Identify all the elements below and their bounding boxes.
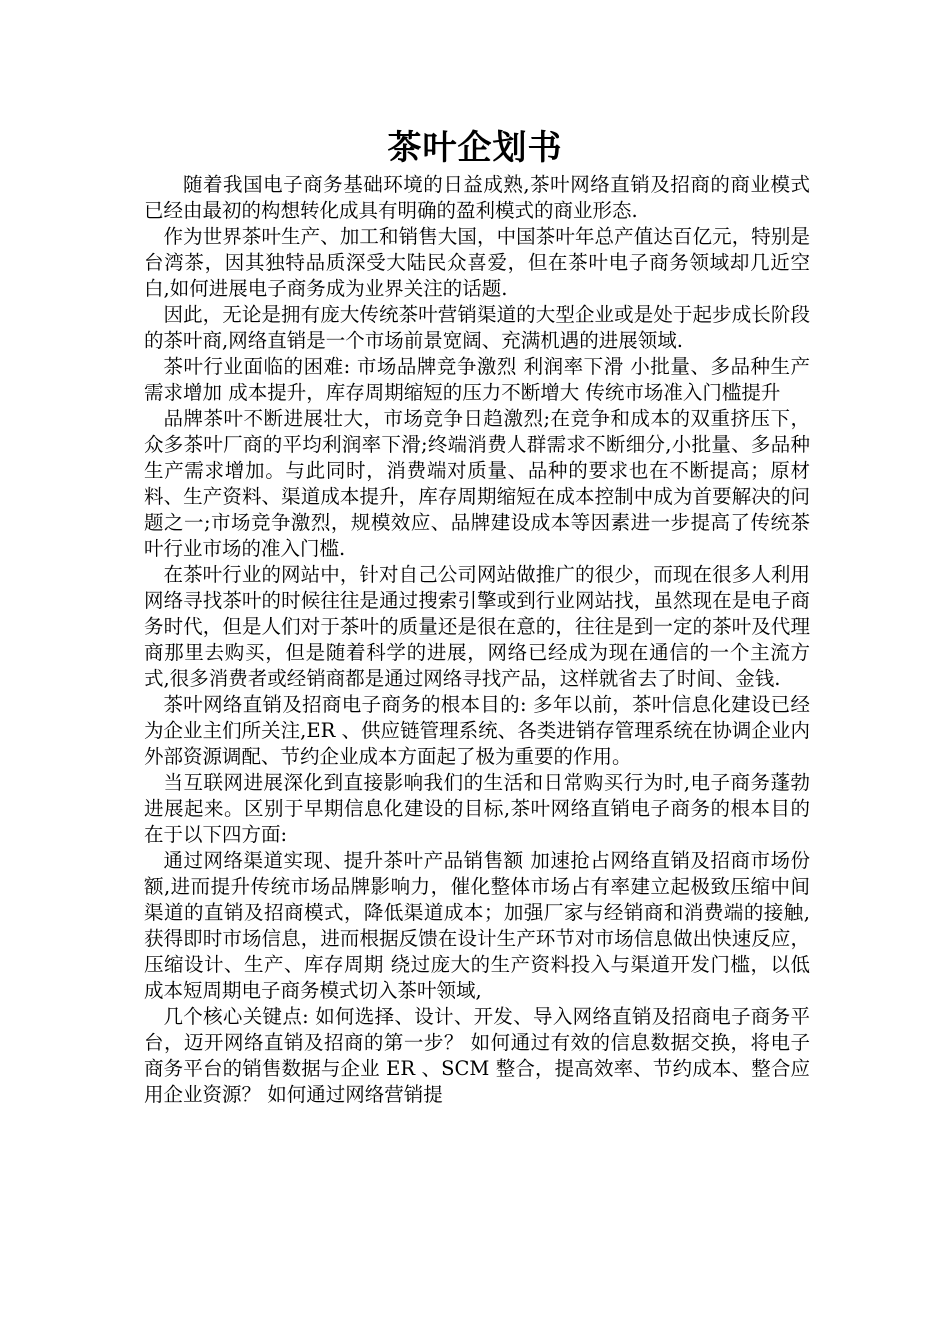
paragraph: 随着我国电子商务基础环境的日益成熟,茶叶网络直销及招商的商业模式已经由最初的构想转化成具有明确的盈利模式的商业形态.	[144, 173, 810, 222]
paragraph: 茶叶网络直销及招商电子商务的根本目的: 多年以前，茶叶信息化建设已经为企业主们所关注,ER 、供应链管理系统、各类进销存管理系统在协调企业内外部资源调配、节约企业成本方面起了极为重要的作用。	[144, 693, 810, 768]
paragraph: 品牌茶叶不断进展壮大，市场竞争日趋激烈;在竞争和成本的双重挤压下，众多茶叶厂商的平均利润率下滑;终端消费人群需求不断细分,小批量、多品种生产需求增加。与此同时，消费端对质量、品种的要求也在不断提高；原材料、生产资料、渠道成本提升，库存周期缩短在成本控制中成为首要解决的问题之一;市场竞争激烈，规模效应、品牌建设成本等因素进一步提高了传统茶叶行业市场的准入门槛.	[144, 407, 810, 560]
document-title: 茶叶企划书	[387, 128, 563, 168]
paragraph: 茶叶行业面临的困难: 市场品牌竞争激烈 利润率下滑 小批量、多品种生产需求增加 成本提升，库存周期缩短的压力不断增大 传统市场准入门槛提升	[144, 355, 810, 404]
paragraph: 几个核心关键点: 如何选择、设计、开发、导入网络直销及招商电子商务平台，迈开网络直销及招商的第一步？ 如何通过有效的信息数据交换，将电子商务平台的销售数据与企业 ER 、SCM 整合，提高效率、节约成本、整合应用企业资源？ 如何通过网络营销提	[144, 1005, 810, 1106]
paragraph: 因此，无论是拥有庞大传统茶叶营销渠道的大型企业或是处于起步成长阶段的茶叶商,网络直销是一个市场前景宽阔、充满机遇的进展领域.	[144, 303, 810, 352]
document-body	[144, 172, 810, 1108]
paragraph: 当互联网进展深化到直接影响我们的生活和日常购买行为时,电子商务蓬勃进展起来。区别于早期信息化建设的目标,茶叶网络直销电子商务的根本目的在于以下四方面:	[144, 771, 810, 846]
paragraph: 通过网络渠道实现、提升茶叶产品销售额 加速抢占网络直销及招商市场份额,进而提升传统市场品牌影响力，催化整体市场占有率建立起极致压缩中间渠道的直销及招商模式，降低渠道成本；加强厂家与经销商和消费端的接触,获得即时市场信息，进而根据反馈在设计生产环节对市场信息做出快速反应，压缩设计、生产、库存周期 绕过庞大的生产资料投入与渠道开发门槛，以低成本短周期电子商务模式切入茶叶领域,	[144, 849, 810, 1002]
paragraph: 在茶叶行业的网站中，针对自己公司网站做推广的很少，而现在很多人利用网络寻找茶叶的时候往往是通过搜索引擎或到行业网站找，虽然现在是电子商务时代，但是人们对于茶叶的质量还是很在意的，往往是到一定的茶叶及代理商那里去购买，但是随着科学的进展，网络已经成为现在通信的一个主流方式,很多消费者或经销商都是通过网络寻找产品，这样就省去了时间、金钱.	[144, 563, 810, 690]
paragraph: 作为世界茶叶生产、加工和销售大国，中国茶叶年总产值达百亿元，特别是台湾茶，因其独特品质深受大陆民众喜爱，但在茶叶电子商务领域却几近空白,如何进展电子商务成为业界关注的话题.	[144, 225, 810, 300]
